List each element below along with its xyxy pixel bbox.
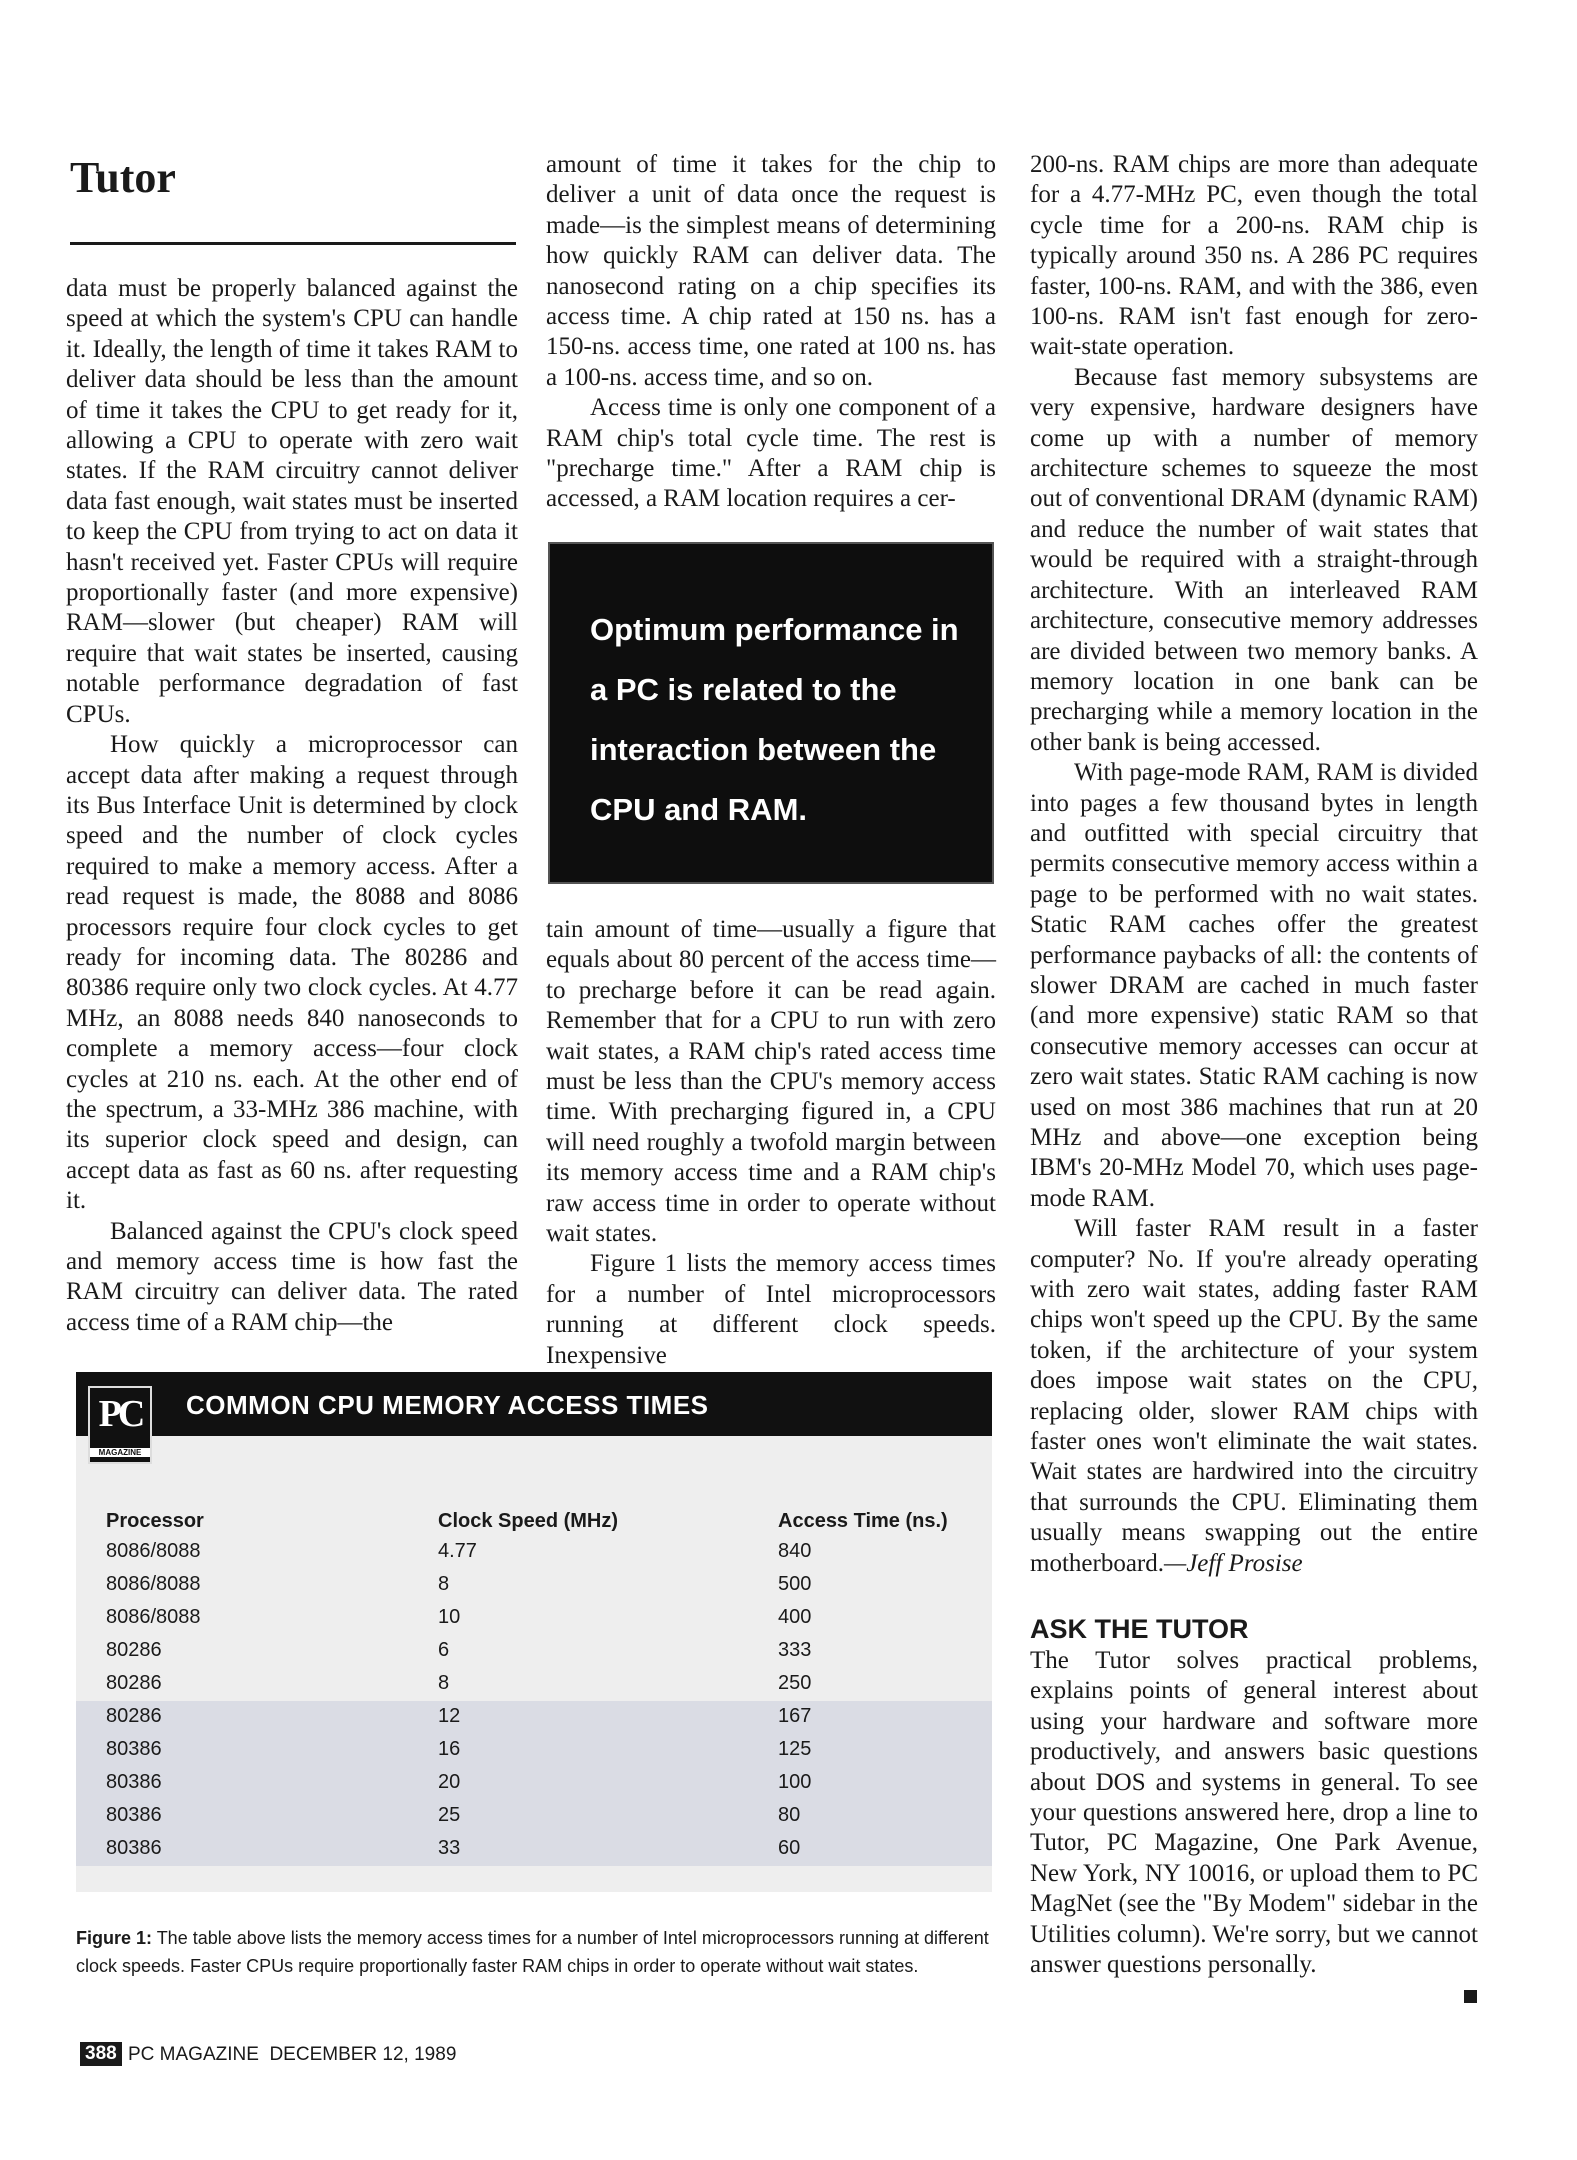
cell-clock-speed: 8 <box>438 1672 450 1694</box>
cell-access-time: 125 <box>778 1738 812 1760</box>
page-number: 388 <box>80 2042 122 2066</box>
figure-caption-text: The table above lists the memory access times for a number of Intel microprocessors running at different clock speeds. Faster CPUs require proportionally faster RAM chips in order to operate without wait states. <box>76 1928 989 1976</box>
column-header-access-time: Access Time (ns.) <box>778 1510 948 1532</box>
cell-access-time: 500 <box>778 1573 812 1595</box>
logo-subtitle: MAGAZINE <box>90 1448 150 1457</box>
footer-text: PC MAGAZINE DECEMBER 12, 1989 <box>128 2044 457 2065</box>
column-header-clock-speed: Clock Speed (MHz) <box>438 1510 619 1532</box>
pc-magazine-logo <box>88 1386 152 1464</box>
section-title: Tutor <box>70 153 176 202</box>
paragraph: How quickly a microprocessor can accept data after making a request through its Bus Interface Unit is determined by clock speed and the number of clock cycles required to make a memory access. After a read request is made, the 8088 and 8086 processors require four clock cycles to get ready for incoming data. The 80286 and 80386 require only two clock cycles. At 4.77 MHz, an 8088 needs 840 nanoseconds to complete a memory access—four clock cycles at 210 ns. each. At the other end of the spectrum, a 33-MHz 386 machine, with its superior clock speed and design, can accept data as fast as 60 ns. after requesting it. <box>66 731 518 1215</box>
cell-clock-speed: 8 <box>438 1573 450 1595</box>
article-column-2-bottom <box>546 915 996 1371</box>
cell-access-time: 840 <box>778 1540 812 1562</box>
table-row <box>76 1602 992 1635</box>
cell-access-time: 80 <box>778 1804 801 1826</box>
table-title: COMMON CPU MEMORY ACCESS TIMES <box>186 1390 709 1420</box>
cell-processor: 8086/8088 <box>106 1540 201 1562</box>
access-times-table <box>76 1372 992 1892</box>
table-row <box>76 1536 992 1569</box>
paragraph: 200-ns. RAM chips are more than adequate for a 4.77-MHz PC, even though the total cycle time for a 200-ns. RAM chip is typically around 350 ns. A 286 PC requires faster, 100-ns. RAM, and with the 386, even 100-ns. RAM isn't fast enough for zero-wait-state operation. <box>1030 151 1478 361</box>
title-rule <box>70 242 516 245</box>
table-row <box>76 1734 992 1767</box>
cell-access-time: 250 <box>778 1672 812 1694</box>
cell-clock-speed: 6 <box>438 1639 450 1661</box>
column-header-processor: Processor <box>106 1510 204 1532</box>
byline: —Jeff Prosise <box>1163 1549 1303 1577</box>
cell-processor: 80286 <box>106 1705 162 1727</box>
paragraph <box>1030 1214 1478 1579</box>
cell-processor: 80386 <box>106 1771 162 1793</box>
cell-processor: 80386 <box>106 1804 162 1826</box>
ask-the-tutor-body: The Tutor solves practical problems, explains points of general interest about using your hardware and software more productively, and answers basic questions about DOS and systems in general. To see your questions answered here, drop a line to Tutor, PC Magazine, One Park Avenue, New York, NY 10016, or upload them to PC MagNet (see the "By Modem" sidebar in the Utilities column). We're sorry, but we cannot answer questions personally. <box>1030 1647 1478 1979</box>
pull-quote-text: Optimum performance in a PC is related to the interaction between the CPU and RAM. <box>590 612 959 827</box>
table-row <box>76 1635 992 1668</box>
table-row <box>76 1701 992 1734</box>
cell-access-time: 100 <box>778 1771 812 1793</box>
cell-processor: 80286 <box>106 1639 162 1661</box>
paragraph: With page-mode RAM, RAM is divided into pages a few thousand bytes in length and outfitted with special circuitry that permits consecutive memory access within a page to be performed with no wait states. Static RAM caches offer the greatest performance paybacks of all: the contents of slower DRAM are cached in much faster (and more expensive) static RAM so that consecutive memory accesses can occur at zero wait states. Static RAM caching is now used on most 386 machines that run at 20 MHz and above—one exception being IBM's 20-MHz Model 70, which uses page-mode RAM. <box>1030 759 1478 1212</box>
paragraph: Figure 1 lists the memory access times for a number of Intel microprocessors running at different clock speeds. Inexpensive <box>546 1250 996 1369</box>
table-row <box>76 1569 992 1602</box>
article-column-3 <box>1030 150 1478 1579</box>
article-column-2-top <box>546 150 996 515</box>
cell-processor: 80386 <box>106 1738 162 1760</box>
paragraph: Access time is only one component of a RAM chip's total cycle time. The rest is "precharge time." After a RAM chip is accessed, a RAM location requires a cer- <box>546 394 996 513</box>
figure-caption <box>76 1924 996 1980</box>
pull-quote-box <box>548 542 994 884</box>
paragraph-text: Will faster RAM result in a faster computer? No. If you're already operating with zero wait states, adding faster RAM chips won't speed up the CPU. By the same token, if the architecture of your system does impose wait states on the CPU, replacing older, slower RAM chips with faster ones won't eliminate the wait states. Wait states are hardwired into the circuitry that surrounds the CPU. Eliminating them usually means swapping out the entire motherboard. <box>1030 1215 1478 1577</box>
cell-clock-speed: 33 <box>438 1837 461 1859</box>
cell-access-time: 400 <box>778 1606 812 1628</box>
cell-access-time: 333 <box>778 1639 812 1661</box>
cell-processor: 8086/8088 <box>106 1606 201 1628</box>
cell-processor: 80386 <box>106 1837 162 1859</box>
cell-clock-speed: 20 <box>438 1771 461 1793</box>
paragraph: data must be properly balanced against the speed at which the system's CPU can handle it. Ideally, the length of time it takes RAM to deliver data should be less than the amount of time it takes the CPU to get ready for it, allowing a CPU to operate with zero wait states. If the RAM circuitry cannot deliver data fast enough, wait states must be inserted to keep the CPU from trying to act on data it hasn't received yet. Faster CPUs will require proportionally faster (and more expensive) RAM—slower (but cheaper) RAM will require that wait states be inserted, causing notable performance degradation of fast CPUs. <box>66 275 518 728</box>
cell-access-time: 167 <box>778 1705 812 1727</box>
logo-letters: PC <box>98 1393 142 1435</box>
paragraph: amount of time it takes for the chip to deliver a unit of data once the request is made—is the simplest means of determining how quickly RAM can deliver data. The nanosecond rating on a chip specifies its access time. A chip rated at 150 ns. has a 150-ns. access time, one rated at 100 ns. has a 100-ns. access time, and so on. <box>546 151 996 391</box>
paragraph: tain amount of time—usually a figure that equals about 80 percent of the access time—to precharge before it can be read again. Remember that for a CPU to run with zero wait states, a RAM chip's rated access time must be less than the CPU's memory access time. With precharging figured in, a CPU will need roughly a twofold margin between its memory access time and a RAM chip's raw access time in order to operate without wait states. <box>546 916 996 1248</box>
cell-clock-speed: 16 <box>438 1738 461 1760</box>
cell-processor: 80286 <box>106 1672 162 1694</box>
table-row <box>76 1833 992 1866</box>
paragraph: Balanced against the CPU's clock speed and memory access time is how fast the RAM circuitry can deliver data. The rated access time of a RAM chip—the <box>66 1217 518 1336</box>
article-column-1 <box>66 274 518 1338</box>
paragraph: Because fast memory subsystems are very expensive, hardware designers have come up with a number of memory architecture schemes to squeeze the most out of conventional DRAM (dynamic RAM) and reduce the number of wait states that would be required with a straight-through architecture. With an interleaved RAM architecture, consecutive memory addresses are divided between two memory banks. A memory location in one bank can be precharging while a memory location in the other bank is being accessed. <box>1030 363 1478 756</box>
cell-clock-speed: 25 <box>438 1804 461 1826</box>
cell-clock-speed: 4.77 <box>438 1540 477 1562</box>
cell-clock-speed: 12 <box>438 1705 461 1727</box>
table-header-bar <box>76 1372 992 1436</box>
end-of-article-square-icon <box>1464 1990 1477 2003</box>
figure-label: Figure 1: <box>76 1928 153 1948</box>
table-row <box>76 1668 992 1701</box>
cell-access-time: 60 <box>778 1837 801 1859</box>
cell-processor: 8086/8088 <box>106 1573 201 1595</box>
cell-clock-speed: 10 <box>438 1606 461 1628</box>
table-row <box>76 1800 992 1833</box>
table-row <box>76 1767 992 1800</box>
ask-the-tutor-heading: ASK THE TUTOR <box>1030 1614 1249 1644</box>
